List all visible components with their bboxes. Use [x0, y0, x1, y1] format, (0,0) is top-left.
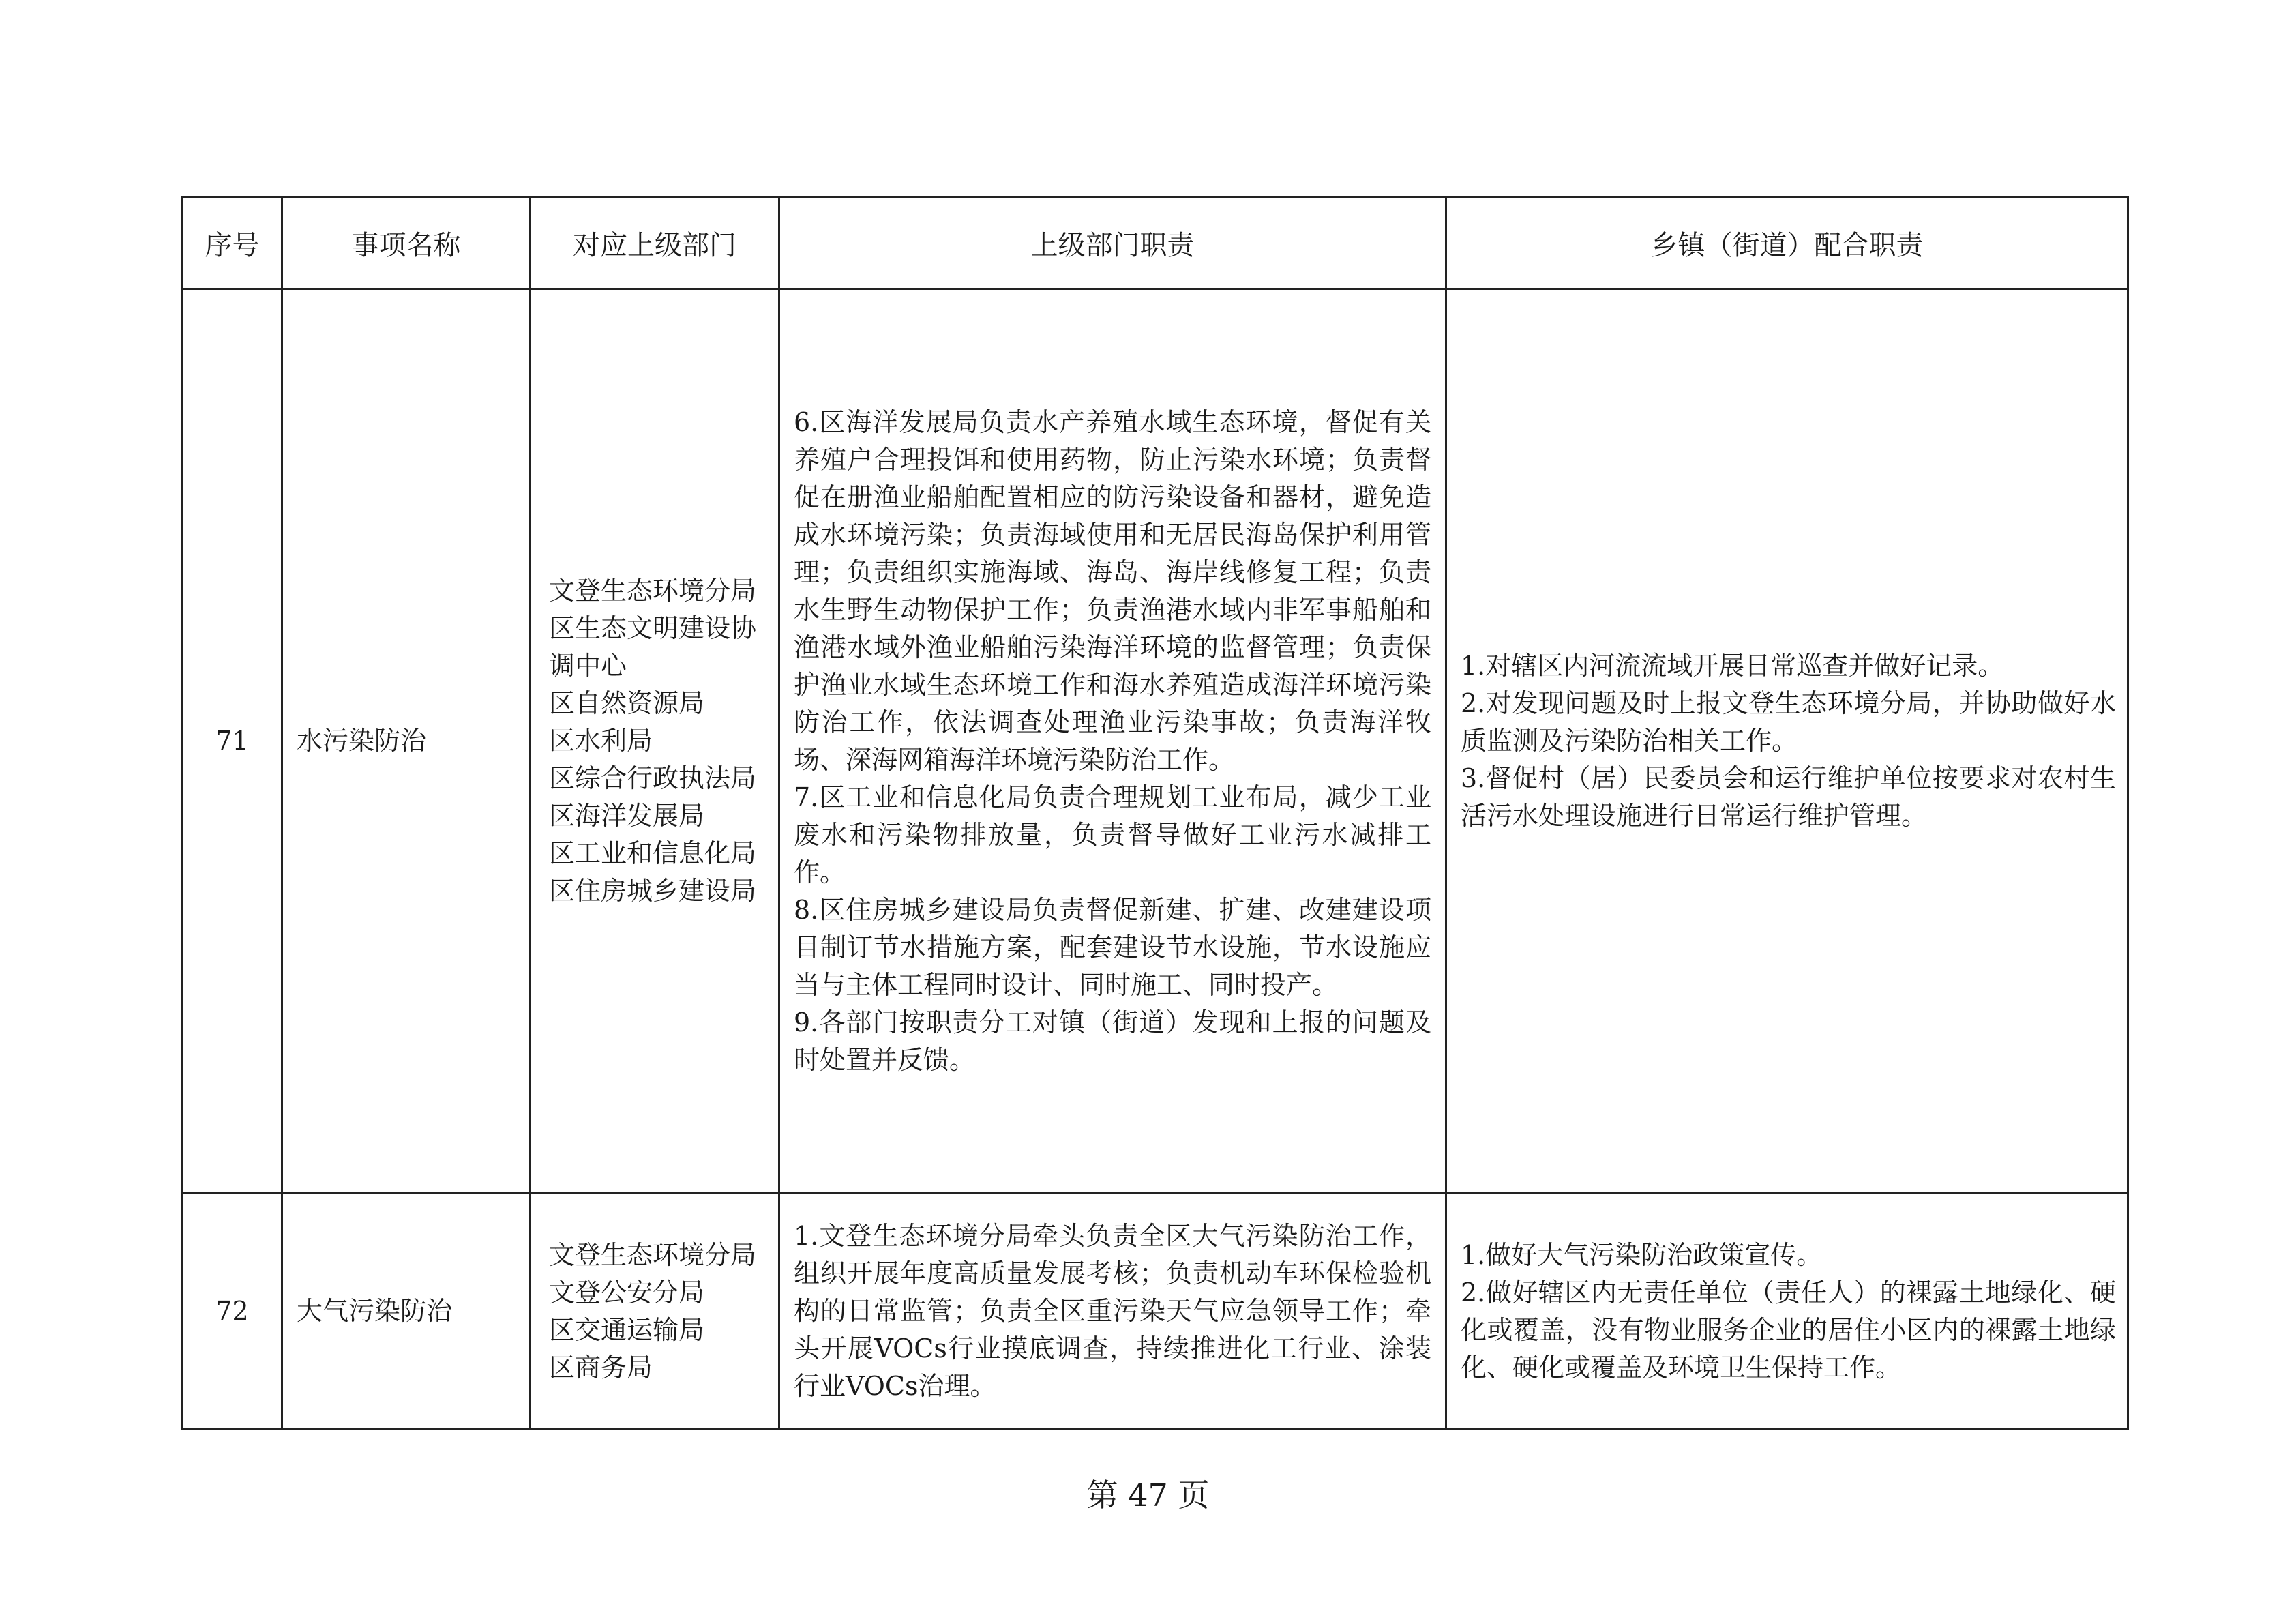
row-town-duties [1446, 289, 2128, 1194]
duty-paragraph: 9.各部门按职责分工对镇（街道）发现和上报的问题及时处置并反馈。 [794, 1007, 1431, 1075]
department-name: 区工业和信息化局 [549, 838, 757, 868]
town-duty-item: 2.做好辖区内无责任单位（责任人）的裸露土地绿化、硬化或覆盖，没有物业服务企业的居住小区内的裸露土地绿化、硬化或覆盖及环境卫生保持工作。 [1461, 1277, 2116, 1383]
department-name: 文登公安分局 [549, 1277, 705, 1308]
department-name: 区综合行政执法局 [549, 763, 757, 793]
department-name: 区交通运输局 [549, 1314, 705, 1345]
row-item-name: 大气污染防治 [282, 1194, 531, 1430]
row-department-duties [779, 289, 1446, 1194]
row-item-name: 水污染防治 [282, 289, 531, 1194]
header-department-duties: 上级部门职责 [779, 198, 1446, 289]
table-row [183, 289, 2128, 1194]
row-town-duties [1446, 1194, 2128, 1430]
header-town-duties: 乡镇（街道）配合职责 [1446, 198, 2128, 289]
department-name: 区商务局 [549, 1352, 653, 1383]
department-name: 区住房城乡建设局 [549, 876, 757, 906]
table-header-row [183, 198, 2128, 289]
row-seq: 71 [183, 289, 282, 1194]
department-name: 文登生态环境分局 [549, 1239, 757, 1270]
department-name: 区海洋发展局 [549, 801, 705, 831]
row-department-duties [779, 1194, 1446, 1430]
duty-paragraph: 7.区工业和信息化局负责合理规划工业布局，减少工业废水和污染物排放量，负责督导做好工业污水减排工作。 [794, 782, 1431, 887]
header-seq: 序号 [183, 198, 282, 289]
duty-table [181, 196, 2129, 1430]
town-duty-item: 3.督促村（居）民委员会和运行维护单位按要求对农村生活污水处理设施进行日常运行维护管理。 [1461, 763, 2116, 831]
department-name: 区水利局 [549, 726, 653, 756]
department-name: 文登生态环境分局 [549, 576, 757, 606]
row-departments [531, 289, 779, 1194]
table-row [183, 1194, 2128, 1430]
department-name: 区自然资源局 [549, 688, 705, 718]
duty-paragraph: 8.区住房城乡建设局负责督促新建、扩建、改建建设项目制订节水措施方案，配套建设节水设施，节水设施应当与主体工程同时设计、同时施工、同时投产。 [794, 894, 1431, 1000]
page-number: 第 47 页 [1086, 1477, 1210, 1514]
header-department: 对应上级部门 [531, 198, 779, 289]
town-duty-item: 1.做好大气污染防治政策宣传。 [1461, 1239, 1823, 1270]
duty-paragraph: 6.区海洋发展局负责水产养殖水域生态环境，督促有关养殖户合理投饵和使用药物，防止污染水环境；负责督促在册渔业船舶配置相应的防污染设备和器材，避免造成水环境污染；负责海域使用和无居民海岛保护利用管理；负责组织实施海域、海岛、海岸线修复工程；负责水生野生动物保护工作；负责渔港水域内非军事船舶和渔港水域外渔业船舶污染海洋环境的监督管理；负责保护渔业水域生态环境工作和海水养殖造成海洋环境污染防治工作，依法调查处理渔业污染事故；负责海洋牧场、深海网箱海洋环境污染防治工作。 [794, 407, 1431, 775]
row-departments [531, 1194, 779, 1430]
header-item-name: 事项名称 [282, 198, 531, 289]
department-name: 区生态文明建设协调中心 [549, 613, 757, 681]
town-duty-item: 2.对发现问题及时上报文登生态环境分局，并协助做好水质监测及污染防治相关工作。 [1461, 688, 2116, 756]
row-seq: 72 [183, 1194, 282, 1430]
duty-paragraph: 1.文登生态环境分局牵头负责全区大气污染防治工作，组织开展年度高质量发展考核；负责机动车环保检验机构的日常监管；负责全区重污染天气应急领导工作；牵头开展VOCs行业摸底调查，持续推进化工行业、涂装行业VOCs治理。 [794, 1221, 1431, 1401]
town-duty-item: 1.对辖区内河流流域开展日常巡查并做好记录。 [1461, 651, 2004, 681]
